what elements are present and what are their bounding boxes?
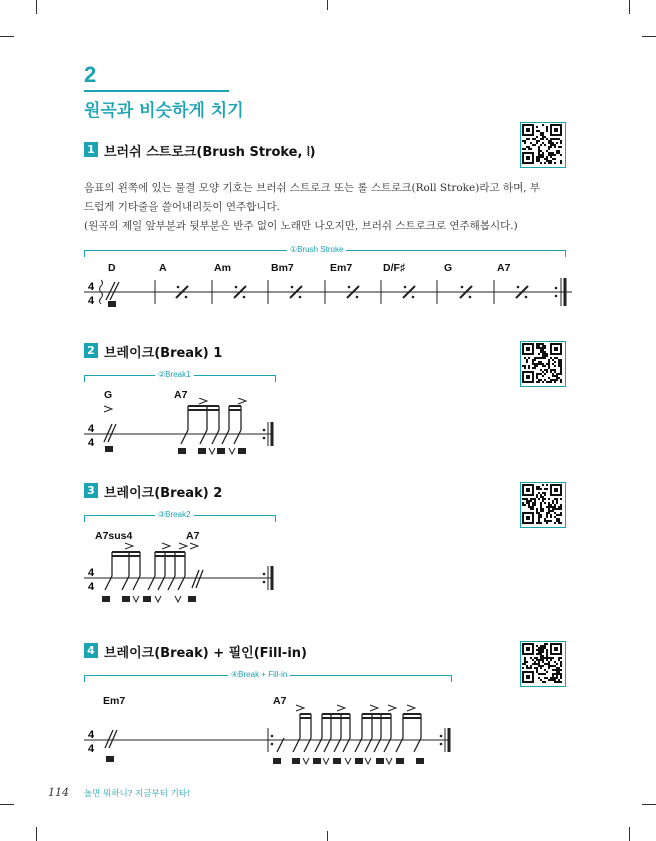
bracket-label: ②Break1 [155, 370, 194, 379]
chord-label: A7sus4 [95, 530, 133, 542]
chapter-rule [84, 90, 229, 92]
section-number: 4 [84, 643, 98, 658]
bracket-label: ①Brush Stroke [287, 245, 346, 254]
chord-label: A7 [174, 389, 188, 401]
qr-code-icon[interactable] [520, 122, 566, 168]
chord-label: G [104, 389, 113, 401]
svg-text:4: 4 [88, 423, 95, 435]
chapter-number: 2 [84, 62, 97, 87]
chord-label: A [159, 262, 167, 274]
svg-text:4: 4 [88, 743, 95, 755]
svg-text:4: 4 [88, 581, 95, 593]
crop-mark [327, 0, 328, 10]
qr-code-icon[interactable] [520, 482, 566, 528]
section-number: 1 [84, 142, 98, 157]
svg-text:4: 4 [88, 729, 95, 741]
section-number: 3 [84, 483, 98, 498]
crop-mark [327, 831, 328, 841]
qr-code-icon[interactable] [520, 341, 566, 387]
time-sig-top: 4 [88, 281, 95, 293]
bracket-label: ④Break + Fill-in [228, 670, 290, 679]
chord-label: Em7 [330, 262, 353, 274]
section-title: 브러쉬 스트로크(Brush Stroke, ⦚) [104, 145, 316, 160]
staff-4 [0, 702, 656, 772]
crop-mark [629, 0, 630, 14]
section-title: 브레이크(Break) 2 [104, 486, 223, 501]
page-number: 114 [48, 786, 69, 799]
body-line-3: (원곡의 제일 앞부분과 뒷부분은 반주 없이 노래만 나오지만, 브러쉬 스트로크로 연주해봅시다.) [84, 220, 518, 232]
crop-mark [642, 36, 656, 37]
chord-label: Bm7 [271, 262, 294, 274]
chord-label: A7 [273, 695, 287, 707]
bracket-label: ③Break2 [155, 510, 194, 519]
down-stroke-symbol [105, 446, 113, 452]
crop-mark [0, 36, 14, 37]
section-title: 브레이크(Break) + 필인(Fill-in) [104, 646, 307, 661]
crop-mark [629, 827, 630, 841]
body-line-1: 음표의 왼쪽에 있는 물결 모양 기호는 브러쉬 스트로크 또는 롤 스트로크(Roll Stroke)라고 하며, 부 [84, 182, 541, 194]
chord-label: D [108, 262, 116, 274]
body-line-2: 드럽게 기타줄을 쓸어내리듯이 연주합니다. [84, 201, 280, 213]
chord-label: G [444, 262, 453, 274]
crop-mark [642, 804, 656, 805]
svg-text:4: 4 [88, 567, 95, 579]
down-stroke-symbol [108, 301, 116, 307]
accent-mark [104, 406, 112, 412]
svg-text:4: 4 [88, 437, 95, 449]
crop-mark [36, 0, 37, 14]
staff-1 [0, 270, 656, 315]
chord-label: A7 [497, 262, 511, 274]
chord-label: D/F♯ [383, 262, 406, 274]
crop-mark [0, 804, 14, 805]
chord-label: A7 [186, 530, 200, 542]
chord-label: Em7 [103, 695, 126, 707]
qr-code-icon[interactable] [520, 641, 566, 687]
section-number: 2 [84, 343, 98, 358]
chord-label: Am [214, 262, 231, 274]
section-title: 브레이크(Break) 1 [104, 346, 223, 361]
time-sig-bottom: 4 [88, 295, 95, 307]
footer-book-title: 놀면 뭐하니? 지금부터 기타! [84, 789, 191, 799]
staff-2 [0, 398, 656, 463]
crop-mark [36, 827, 37, 841]
chapter-title: 원곡과 비슷하게 치기 [84, 101, 244, 121]
staff-3 [0, 540, 656, 610]
